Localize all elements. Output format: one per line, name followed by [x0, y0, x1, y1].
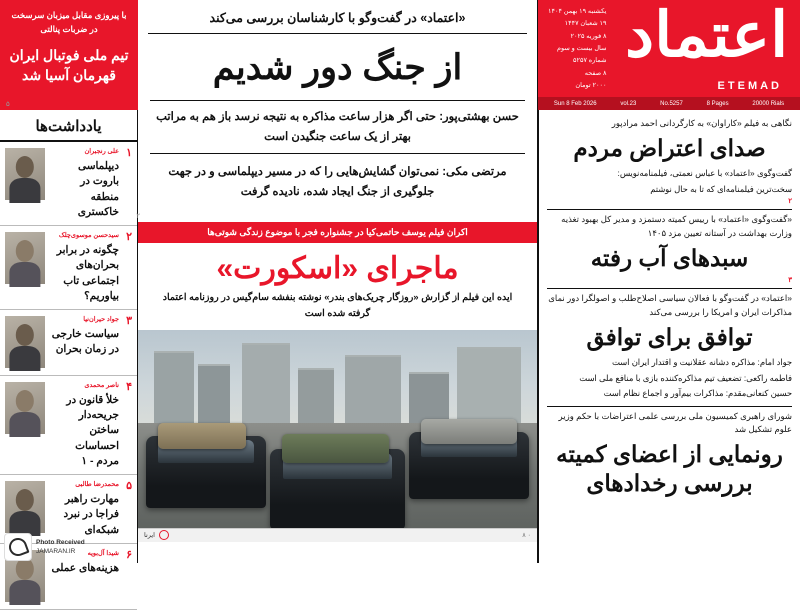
- author-portrait-photo: [5, 148, 45, 200]
- masthead-latin-meta-bar: [538, 97, 800, 110]
- list-item[interactable]: [0, 310, 137, 376]
- story-title: سبدهای آب رفته: [590, 244, 749, 271]
- page-mark-center: ۲: [136, 213, 140, 220]
- note-number: ۴: [126, 380, 132, 393]
- author-portrait-photo: [5, 382, 45, 434]
- note-author: ناصر محمدی: [84, 381, 119, 389]
- author-portrait-photo: [5, 232, 45, 284]
- story-kicker: نگاهی به فیلم «کاراوان» به کارگردانی احمد مرادپور: [611, 118, 792, 128]
- story-kicker: شورای راهبری کمیسیون ملی بررسی علمی اعتراضات با حکم وزیر علوم تشکیل شد: [558, 410, 792, 435]
- note-title: مهارت راهبر فراجا در نبرد شبکه‌ای: [63, 493, 119, 536]
- divider-rule-2: [150, 153, 525, 154]
- story-agreement[interactable]: [547, 288, 792, 405]
- story-title: صدای اعتراض مردم: [573, 134, 766, 161]
- masthead-logo-latin: ETEMAD: [717, 80, 782, 92]
- note-number: ۱: [126, 147, 132, 159]
- story-title: رونمایی از اعضای کمیته بررسی رخدادهای: [556, 440, 783, 496]
- note-author: سیدحسن موسوی‌چلک: [58, 231, 119, 239]
- story-bullets: [547, 355, 792, 401]
- lead-story-lede-1: حسن بهشتی‌پور: حتی اگر هزار ساعت مذاکره به نتیجه نرسد باز هم به مراتب بهتر از یک ساعت جنگیدن است: [156, 111, 519, 144]
- issue-price: ۲۰۰۰ تومان: [575, 82, 607, 90]
- page-mark-top-left: ۵: [6, 101, 10, 108]
- story-bullets: [547, 166, 792, 196]
- photo-story-block: [138, 222, 538, 563]
- story-wage-basket[interactable]: [547, 209, 792, 288]
- photo-story-image: [138, 330, 537, 542]
- note-title: هزینه‌های عملی: [51, 561, 119, 574]
- story-bullet: جواد امام: مذاکره دشانه عقلانیت و اقتدار ایران است: [612, 357, 792, 368]
- note-title: چگونه در برابر بحران‌های اجتماعی تاب بیاوریم؟: [56, 244, 119, 302]
- photo-building: [298, 368, 334, 425]
- story-bullet: فاطمه راکعی: تضعیف تیم مذاکره‌کننده بازی با منافع ملی است: [579, 372, 792, 383]
- photo-building: [154, 351, 194, 425]
- lead-story-kicker: «اعتماد» در گفت‌وگو با کارشناسان بررسی می‌کند: [148, 6, 527, 34]
- latin-date: Sun 8 Feb 2026: [553, 100, 597, 107]
- masthead-logo-fa: اعتماد: [624, 0, 788, 71]
- issue-year: سال بیست و سوم: [557, 45, 607, 53]
- sports-promo-kicker: با پیروزی مقابل میزبان سرسخت در ضربات پنالتی: [11, 10, 127, 35]
- story-kicker: «اعتماد» در گفت‌وگو با فعالان سیاسی اصلاح‌طلب و اصولگرا دور نمای مذاکرات ایران و امریکا را بررسی می‌کند: [548, 293, 792, 317]
- story-committee[interactable]: [547, 406, 792, 506]
- issue-pages: ۸ صفحه: [584, 69, 607, 77]
- latin-pages: 8 Pages: [706, 100, 729, 107]
- issue-date-jalali: یکشنبه ۱۹ بهمن ۱۴۰۴: [548, 8, 607, 15]
- author-portrait-photo: [5, 316, 45, 368]
- latin-price: 20000 Rials: [752, 100, 785, 107]
- note-author: محمدرضا طالبی: [75, 481, 119, 489]
- latin-number: No.5257: [660, 100, 683, 107]
- issue-number: شماره ۵۲۵۷: [572, 57, 607, 65]
- story-caravan-film[interactable]: [547, 114, 792, 209]
- photo-luggage: [158, 423, 246, 448]
- photo-building: [457, 347, 521, 425]
- story-title: توافق برای توافق: [586, 323, 753, 350]
- note-author: جواد حیران‌نیا: [83, 315, 119, 323]
- note-number: ۳: [126, 314, 132, 327]
- photo-luggage: [421, 419, 517, 444]
- lead-story-lede-2: مرتضی مکی: نمی‌توان گشایش‌هایی را که در مسیر دیپلماسی و در جهت جلوگیری از جنگ ایجاد شده، نادیده گرفت: [168, 166, 507, 199]
- note-title: دیپلماسی باروت در منطقه خاکستری: [77, 160, 119, 218]
- photo-building: [198, 364, 230, 425]
- photo-story-kicker: اکران فیلم یوسف حاتمی‌کیا در جشنواره فجر با موضوع زندگی شوتی‌ها: [138, 222, 537, 243]
- photo-page-number: ۸ ۰: [522, 532, 531, 540]
- photo-agency-name: ایرنا: [144, 532, 155, 540]
- sports-promo-box: [0, 0, 138, 110]
- photo-story-lede: ایده این فیلم از گزارش «روزگار چریک‌های بندر» نوشته بنفشه سام‌گیس در روزنامه اعتماد گرفته شده است: [162, 291, 513, 319]
- note-number: ۲: [126, 230, 132, 243]
- jamaran-logo-icon: [4, 533, 32, 561]
- photo-credit-bar: [138, 528, 537, 542]
- story-bullet: حسین کنعانی‌مقدم: مذاکرات بیم‌آور و اجماع نظام است: [603, 388, 792, 399]
- notes-sidebar: [0, 110, 138, 574]
- author-portrait-photo: [5, 481, 45, 533]
- list-item[interactable]: [0, 376, 137, 475]
- photo-building: [345, 355, 401, 425]
- photo-agency-credit: [144, 530, 169, 540]
- lead-story-block: [138, 0, 538, 222]
- notes-sidebar-title: یادداشت‌ها: [0, 110, 137, 142]
- camera-icon: [159, 530, 169, 540]
- story-bullet: سخت‌ترین فیلمنامه‌ای که تا به حال نوشتم: [650, 183, 792, 194]
- note-title: سیاست خارجی در زمان بحران: [51, 328, 119, 356]
- issue-date-gregorian: ۸ فوریه ۲۰۲۵: [570, 32, 607, 40]
- story-kicker: «گفت‌وگوی «اعتماد» با رییس کمیته دستمزد و مدیر کل بهبود تغذیه وزارت بهداشت در آستانه تعیین مزد ۱۴۰۵: [561, 214, 792, 238]
- photo-story-title: ماجرای «اسکورت»: [216, 251, 459, 285]
- sports-promo-headline: تیم ملی فوتبال ایران قهرمان آسیا شد: [9, 46, 129, 84]
- note-title: خلأ قانون در جریحه‌دار ساختن احساسات مردم - ۱: [66, 394, 119, 467]
- bottom-photo-credit: [4, 533, 134, 561]
- photo-building: [242, 343, 290, 426]
- list-item[interactable]: [0, 226, 137, 310]
- page-ref-mark: ۳: [788, 277, 792, 285]
- latin-volume: vol.23: [620, 100, 637, 107]
- note-author: شیدا آل‌بویه: [87, 549, 119, 557]
- list-item[interactable]: [0, 142, 137, 226]
- page-ref-mark: ۲: [788, 198, 792, 206]
- photo-received-label: Photo Received: [36, 538, 85, 546]
- note-number: ۵: [126, 480, 132, 493]
- photo-source-site: JAMARAN.IR: [36, 548, 76, 555]
- right-stories-column: [538, 110, 800, 563]
- note-author: علی رنجبران: [84, 148, 119, 155]
- story-bullet: گفت‌وگوی «اعتماد» با عباس نعمتی، فیلمنامه‌نویس:: [617, 168, 792, 179]
- photo-building: [409, 372, 449, 425]
- issue-date-hijri: ۱۹ شعبان ۱۴۴۷: [564, 20, 607, 28]
- masthead-issue-meta: [548, 6, 607, 92]
- divider-rule: [150, 100, 525, 101]
- note-number: ۶: [126, 548, 132, 561]
- masthead: [538, 0, 800, 110]
- lead-story-headline: از جنگ دور شدیم: [212, 48, 463, 87]
- photo-luggage: [282, 434, 390, 464]
